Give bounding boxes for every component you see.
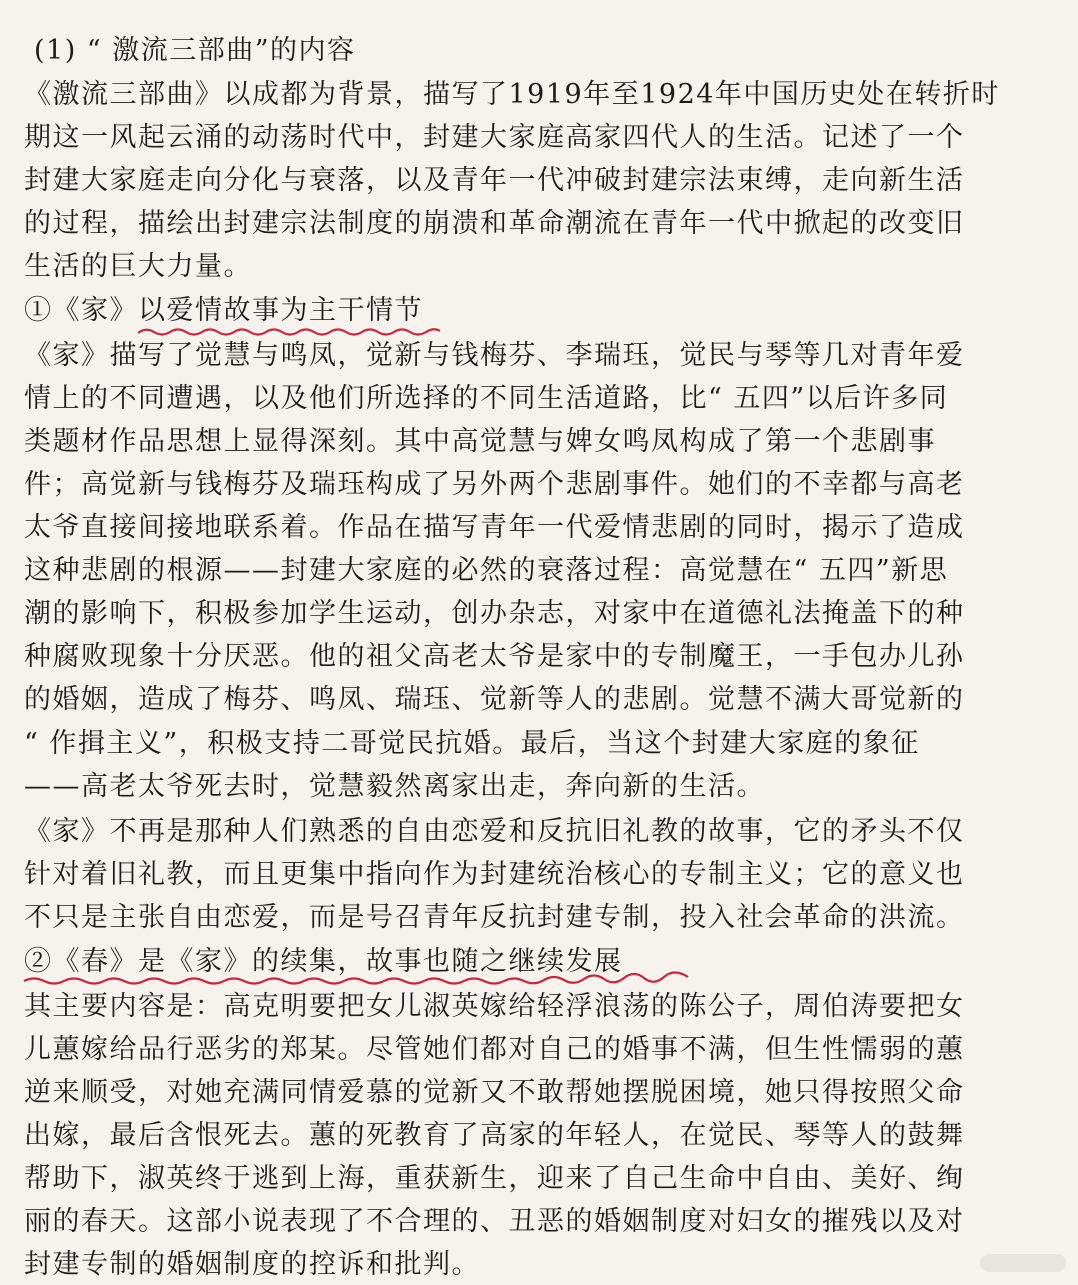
- paragraph-line: 潮的影响下，积极参加学生运动，创办杂志，对家中在道德礼法掩盖下的种: [24, 598, 965, 629]
- paragraph-line: 生活的巨大力量。: [24, 251, 252, 282]
- paragraph-line: “ 作揖主义”，积极支持二哥觉民抗婚。最后，当这个封建大家庭的象征: [24, 728, 920, 759]
- subheading-prefix: ①《家》: [24, 295, 138, 326]
- red-underline-annotation: [24, 974, 688, 988]
- paragraph-line: 儿蕙嫁给品行恶劣的郑某。尽管她们都对自己的婚事不满，但生性懦弱的蕙: [24, 1034, 965, 1065]
- section-heading: (1) “ 激流三部曲”的内容: [34, 35, 356, 66]
- paragraph-line: 这种悲剧的根源——封建大家庭的必然的衰落过程：高觉慧在“ 五四”新思: [24, 555, 949, 586]
- paragraph-line: 封建专制的婚姻制度的控诉和批判。: [24, 1249, 480, 1280]
- paragraph-line: 帮助下，淑英终于逃到上海，重获新生，迎来了自己生命中自由、美好、绚: [24, 1163, 965, 1194]
- paragraph-line: 件；高觉新与钱梅芬及瑞珏构成了另外两个悲剧事件。她们的不幸都与高老: [24, 469, 965, 500]
- paragraph-line: 不只是主张自由恋爱，而是号召青年反抗封建专制，投入社会革命的洪流。: [24, 902, 965, 933]
- paragraph-line: 期这一风起云涌的动荡时代中，封建大家庭高家四代人的生活。记述了一个: [24, 122, 965, 153]
- paragraph-line: 类题材作品思想上显得深刻。其中高觉慧与婢女鸣凤构成了第一个悲剧事: [24, 426, 936, 457]
- watermark-shape-icon: [978, 1248, 1068, 1276]
- paragraph-line: 丽的春天。这部小说表现了不合理的、丑恶的婚姻制度对妇女的摧残以及对: [24, 1206, 965, 1237]
- paragraph-line: ——高老太爷死去时，觉慧毅然离家出走，奔向新的生活。: [24, 771, 765, 802]
- paragraph-line: 《家》描写了觉慧与鸣凤，觉新与钱梅芬、李瑞珏，觉民与琴等几对青年爱: [24, 340, 965, 371]
- paragraph-line: 出嫁，最后含恨死去。蕙的死教育了高家的年轻人，在觉民、琴等人的鼓舞: [24, 1120, 965, 1151]
- subheading-jia: [24, 291, 423, 331]
- paragraph-line: 种腐败现象十分厌恶。他的祖父高老太爷是家中的专制魔王，一手包办儿孙: [24, 641, 965, 672]
- underlined-text: ②《春》是《家》的续集，故事也随之继续发展: [24, 946, 623, 977]
- paragraph-line: 的婚姻，造成了梅芬、鸣凤、瑞珏、觉新等人的悲剧。觉慧不满大哥觉新的: [24, 684, 965, 715]
- paragraph-line: 封建大家庭走向分化与衰落，以及青年一代冲破封建宗法束缚，走向新生活: [24, 165, 965, 196]
- paragraph-line: 逆来顺受，对她充满同情爱慕的觉新又不敢帮她摆脱困境，她只得按照父命: [24, 1077, 965, 1108]
- paragraph-line: 针对着旧礼教，而且更集中指向作为封建统治核心的专制主义；它的意义也: [24, 859, 965, 890]
- underlined-text: 以爱情故事为主干情节: [138, 295, 423, 326]
- paragraph-line: 太爷直接间接地联系着。作品在描写青年一代爱情悲剧的同时，揭示了造成: [24, 512, 965, 543]
- paragraph-line: 的过程，描绘出封建宗法制度的崩溃和革命潮流在青年一代中掀起的改变旧: [24, 208, 965, 239]
- paragraph-line: 其主要内容是：高克明要把女儿淑英嫁给轻浮浪荡的陈公子，周伯涛要把女: [24, 991, 965, 1022]
- paragraph-line: 情上的不同遭遇，以及他们所选择的不同生活道路，比“ 五四”以后许多同: [24, 383, 949, 414]
- paragraph-line: 《激流三部曲》以成都为背景，描写了1919年至1924年中国历史处在转折时: [24, 79, 1000, 110]
- subheading-chun: [24, 942, 623, 982]
- watermark-logo: [978, 1248, 1068, 1276]
- paragraph-line: 《家》不再是那种人们熟悉的自由恋爱和反抗旧礼教的故事，它的矛头不仅: [24, 816, 965, 847]
- underlined-phrase: [24, 942, 623, 982]
- underlined-phrase: [138, 291, 423, 331]
